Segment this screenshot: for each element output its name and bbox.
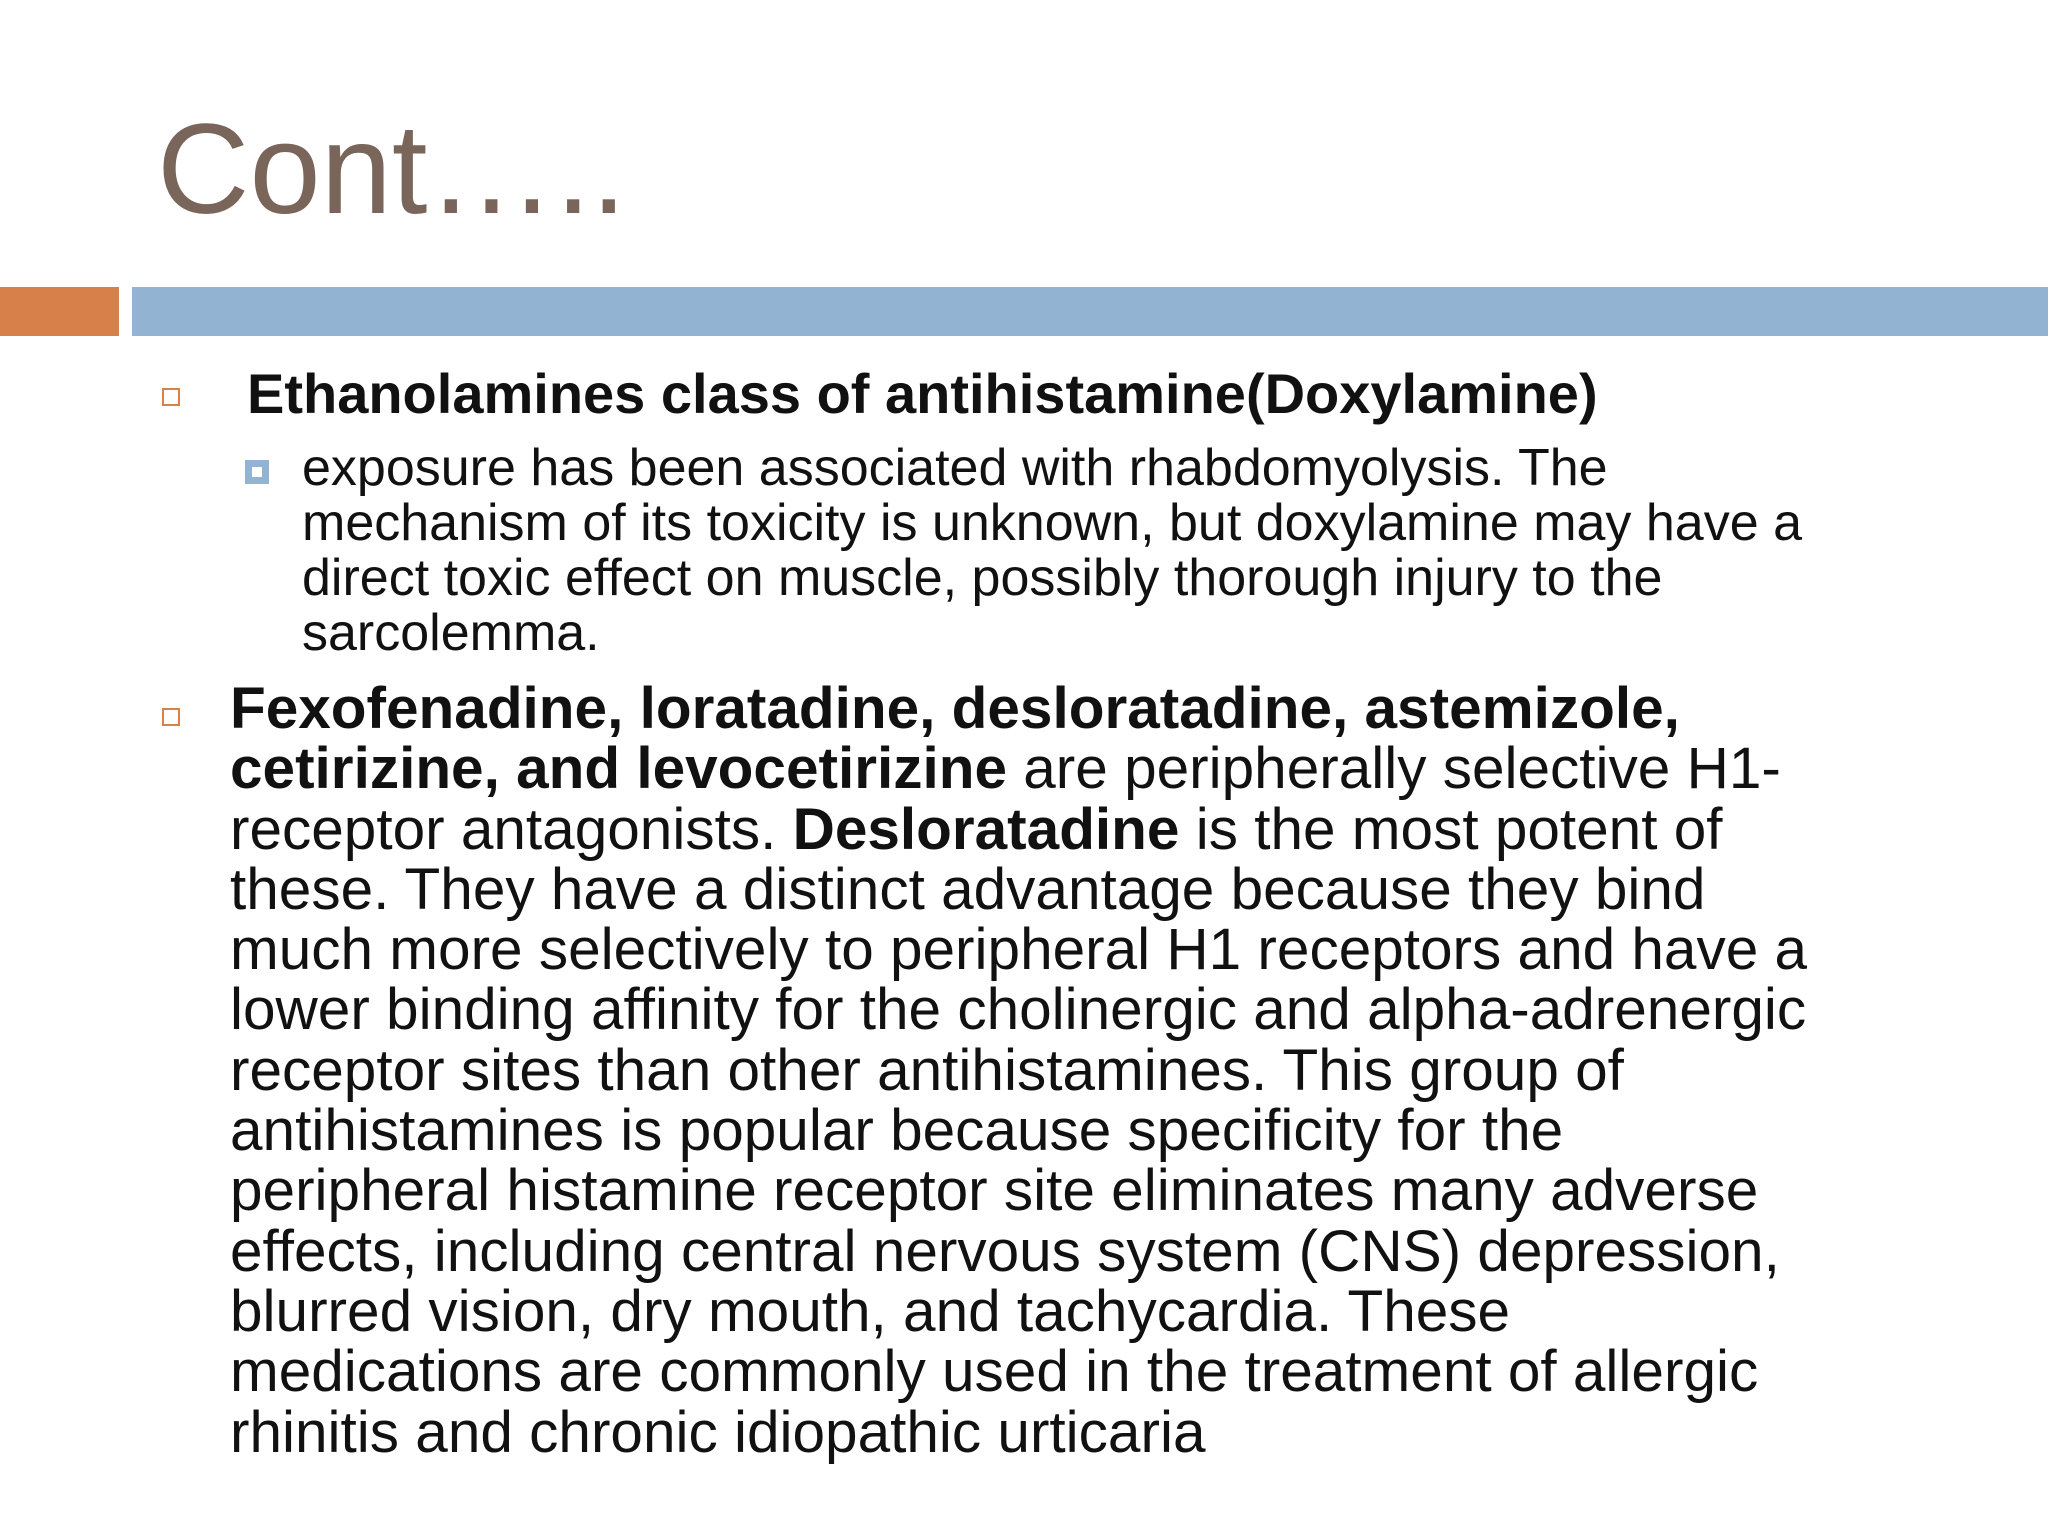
bold-drug-list: Fexofenadine, loratadine, desloratadine, astemizole, cetirizine, and levocetirizine [230, 676, 1680, 802]
sub-bullet-square-icon [245, 460, 269, 484]
bold-desloratadine: Desloratadine [792, 796, 1180, 862]
accent-bar-blue [132, 287, 2048, 336]
bullet-square-icon [162, 388, 180, 406]
bullet-text-h1-antagonists [230, 676, 2030, 1465]
sub-bullet-doxylamine-text: exposure has been associated with rhabdomyolysis. The mechanism of its toxicity is unknown, but doxylamine may have a direct toxic effect on muscle, possibly thorough injury to the sarcolemma. [302, 439, 1803, 662]
bullet-heading-ethanolamines: Ethanolamines class of antihistamine(Doxylamine) [247, 362, 1598, 425]
bullet-square-icon [162, 708, 180, 726]
text-segment: is the most potent of these. They have a distinct advantage because they bind much more selectively to peripheral H1 receptors and have a lower binding affinity for the cholinergic and alpha-adrenergic receptor sites than other antihistamines. This group of antihistamines is popular because specificity for the peripheral histamine receptor site eliminates many adverse effects, including central nervous system (CNS) depression, blurred vision, dry mouth, and tachycardia. These medications are commonly used in the treatment of allergic rhinitis and chronic idiopathic urticaria [230, 796, 1808, 1465]
accent-bar-orange [0, 287, 119, 336]
slide-title: Cont….. [157, 98, 627, 241]
text-segment: are peripherally selective H1- receptor antagonists. [230, 736, 1781, 862]
